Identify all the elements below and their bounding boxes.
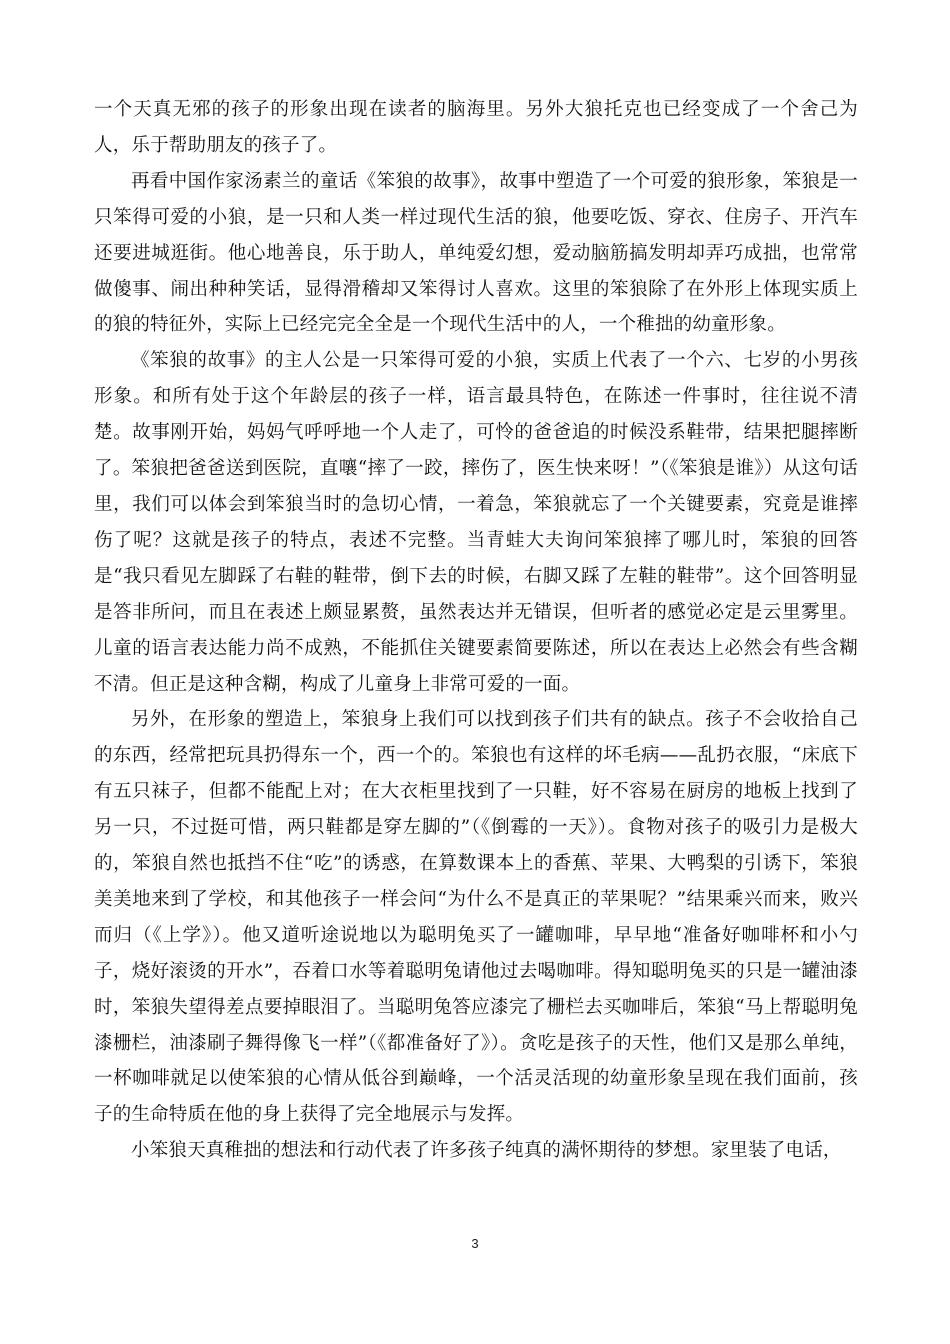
paragraph-continuation: 一个天真无邪的孩子的形象出现在读者的脑海里。另外大狼托克也已经变成了一个舍己为人，乐于帮助朋友的孩子了。 [94,99,858,156]
paragraph: 再看中国作家汤素兰的童话《笨狼的故事》，故事中塑造了一个可爱的狼形象，笨狼是一只笨得可爱的小狼，是一只和人类一样过现代生活的狼，他要吃饭、穿衣、住房子、开汽车还要进城逛街。他心地善良，乐于助人，单纯爱幻想，爱动脑筋搞发明却弄巧成拙，也常常做傻事、闹出种种笑话，显得滑稽却又笨得讨人喜欢。这里的笨狼除了在外形上体现实质上的狼的特征外，实际上已经完完全全是一个现代生活中的人，一个稚拙的幼童形象。 [94,170,858,336]
paragraph: 另外，在形象的塑造上，笨狼身上我们可以找到孩子们共有的缺点。孩子不会收拾自己的东西，经常把玩具扔得东一个，西一个的。笨狼也有这样的坏毛病——乱扔衣服，“床底下有五只袜子，但都不能配上对；在大衣柜里找到了一只鞋，好不容易在厨房的地板上找到了另一只，不过挺可惜，两只鞋都是穿左脚的”（《倒霉的一天》）。食物对孩子的吸引力是极大的，笨狼自然也抵挡不住“吃”的诱惑，在算数课本上的香蕉、苹果、大鸭梨的引诱下，笨狼美美地来到了学校，和其他孩子一样会问“为什么不是真正的苹果呢？”结果乘兴而来，败兴而归（《上学》）。他又道听途说地以为聪明兔买了一罐咖啡，早早地“准备好咖啡杯和小勺子，烧好滚烫的开水”，吞着口水等着聪明兔请他过去喝咖啡。得知聪明兔买的只是一罐油漆时，笨狼失望得差点要掉眼泪了。当聪明兔答应漆完了栅栏去买咖啡后，笨狼“马上帮聪明兔漆栅栏，油漆刷子舞得像飞一样”（《都准备好了》）。贪吃是孩子的天性，他们又是那么单纯，一杯咖啡就足以使笨狼的心情从低谷到巅峰，一个活灵活现的幼童形象呈现在我们面前，孩子的生命特质在他的身上获得了完全地展示与发挥。 [94,709,858,1126]
page-number: 3 [471,1236,479,1251]
paragraph: 小笨狼天真稚拙的想法和行动代表了许多孩子纯真的满怀期待的梦想。家里装了电话， [131,1140,842,1162]
body-text [94,92,858,1169]
paragraph: 《笨狼的故事》的主人公是一只笨得可爱的小狼，实质上代表了一个六、七岁的小男孩形象。和所有处于这个年龄层的孩子一样，语言最具特色，在陈述一件事时，往往说不清楚。故事刚开始，妈妈气呼呼地一个人走了，可怜的爸爸追的时候没系鞋带，结果把腿摔断了。笨狼把爸爸送到医院，直嚷“摔了一跤，摔伤了，医生快来呀！”（《笨狼是谁》）从这句话里，我们可以体会到笨狼当时的急切心情，一着急，笨狼就忘了一个关键要素，究竟是谁摔伤了呢？这就是孩子的特点，表述不完整。当青蛙大夫询问笨狼摔了哪儿时，笨狼的回答是“我只看见左脚踩了右鞋的鞋带，倒下去的时候，右脚又踩了左鞋的鞋带”。这个回答明显是答非所问，而且在表述上颇显累赘，虽然表达并无错误，但听者的感觉必定是云里雾里。儿童的语言表达能力尚不成熟，不能抓住关键要素简要陈述，所以在表达上必然会有些含糊不清。但正是这种含糊，构成了儿童身上非常可爱的一面。 [94,350,858,695]
